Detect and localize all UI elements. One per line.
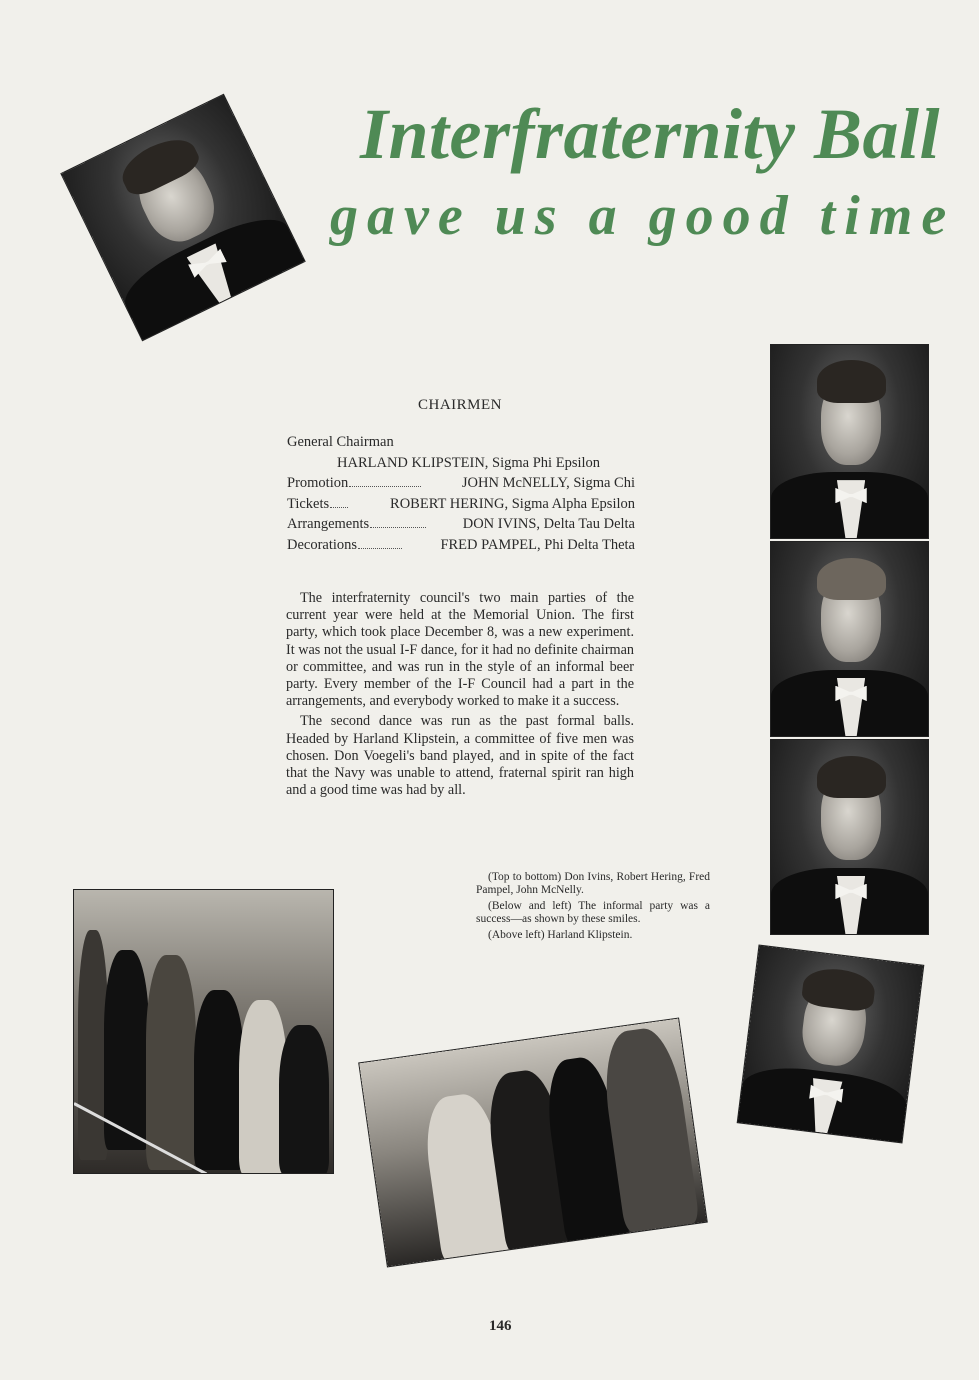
chairmen-row [287,535,635,556]
portrait-photo-pampel [771,740,928,934]
chairmen-row [287,494,635,515]
portrait-photo-ivins [771,345,928,538]
article-body [286,590,634,799]
article-paragraph: The interfraternity council's two main parties of the current year were held at the Memorial Union. The first party, which took place December 8, was a new experiment. It was not the usual I-F dance, for it had no definite chairman or committee, and was run in the style of an informal beer party. Every member of the I-F Council had a part in the arrangements, and everybody worked to make it a success. [286,590,634,710]
portrait-photo-mcnelly [738,946,923,1143]
role-value: DON IVINS, Delta Tau Delta [462,516,635,532]
page-title: Interfraternity Ball [359,94,940,174]
page-subtitle: gave us a good time [330,185,956,247]
party-photo-group [359,1019,706,1267]
role-label: Arrangements [287,516,370,532]
caption-portraits: (Top to bottom) Don Ivins, Robert Hering, Fred Pampel, John McNelly. [476,871,710,896]
role-value: FRED PAMPEL, Phi Delta Theta [440,536,635,553]
caption-party: (Below and left) The informal party was a success—as shown by these smiles. [476,900,710,925]
article-paragraph: The second dance was run as the past formal balls. Headed by Harland Klipstein, a committee of five men was chosen. Don Voegeli's band played, and in spite of the fact that the Navy was unable to attend, fraternal spirit ran high and a good time was had by all. [286,713,634,799]
role-label: Tickets [287,495,330,512]
portrait-photo-klipstein [62,95,305,340]
chairmen-list [287,432,635,555]
role-value: JOHN McNELLY, Sigma Chi [461,475,635,491]
role-label: Promotion [287,475,349,491]
portrait-photo-hering [771,542,928,736]
chairmen-row [287,514,635,535]
page-number: 146 [489,1318,512,1334]
role-value: ROBERT HERING, Sigma Alpha Epsilon [390,495,635,512]
role-label: Decorations [287,536,358,553]
caption-klipstein: (Above left) Harland Klipstein. [488,929,633,941]
party-photo-staircase [74,890,333,1173]
photo-captions [476,871,710,945]
chairmen-heading: CHAIRMEN [418,397,503,413]
chairmen-row [287,473,635,494]
general-chairman-label: General Chairman [287,434,394,450]
general-chairman-value: HARLAND KLIPSTEIN, Sigma Phi Epsilon [337,454,601,471]
